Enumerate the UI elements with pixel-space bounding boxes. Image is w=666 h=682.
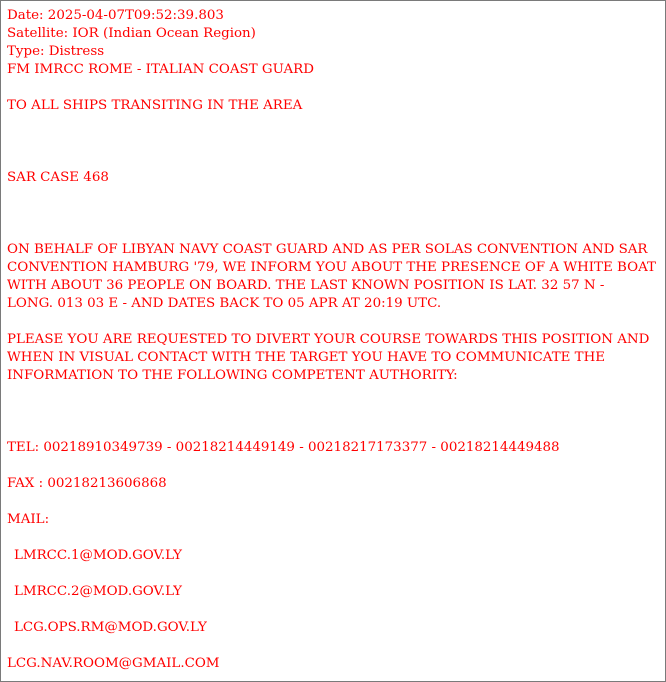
message-type: Type: Distress	[7, 44, 105, 59]
blank-line	[7, 205, 659, 223]
blank-line	[7, 403, 659, 421]
email-address: LMRCC.1@MOD.GOV.LY	[14, 548, 182, 563]
message-date: Date: 2025-04-07T09:52:39.803	[7, 8, 224, 23]
blank-line	[7, 457, 659, 475]
blank-line	[7, 565, 659, 583]
blank-line	[7, 115, 659, 133]
email-address: LCG.NAV.ROOM@GMAIL.COM	[7, 656, 220, 671]
distress-message	[7, 7, 659, 673]
message-satellite: Satellite: IOR (Indian Ocean Region)	[7, 26, 256, 41]
blank-line	[7, 385, 659, 403]
body-paragraph-1-line: CONVENTION HAMBURG '79, WE INFORM YOU ABOUT THE PRESENCE OF A WHITE BOAT	[7, 260, 656, 275]
blank-line	[7, 133, 659, 151]
blank-line	[7, 223, 659, 241]
message-sender: FM IMRCC ROME - ITALIAN COAST GUARD	[7, 62, 314, 77]
blank-line	[7, 421, 659, 439]
blank-line	[7, 529, 659, 547]
email-address: LCG.OPS.RM@MOD.GOV.LY	[14, 620, 207, 635]
body-paragraph-2-line: WHEN IN VISUAL CONTACT WITH THE TARGET YOU HAVE TO COMMUNICATE THE	[7, 350, 606, 365]
sar-case-number: SAR CASE 468	[7, 170, 109, 185]
email-address: LMRCC.2@MOD.GOV.LY	[14, 584, 182, 599]
blank-line	[7, 151, 659, 169]
blank-line	[7, 601, 659, 619]
mail-label: MAIL:	[7, 512, 50, 527]
blank-line	[7, 313, 659, 331]
fax-number: FAX : 00218213606868	[7, 476, 167, 491]
telephone-numbers: TEL: 00218910349739 - 00218214449149 - 00218217173377 - 00218214449488	[7, 440, 560, 455]
message-addressee: TO ALL SHIPS TRANSITING IN THE AREA	[7, 98, 303, 113]
blank-line	[7, 493, 659, 511]
body-paragraph-2-line: INFORMATION TO THE FOLLOWING COMPETENT AUTHORITY:	[7, 368, 458, 383]
body-paragraph-1-line: WITH ABOUT 36 PEOPLE ON BOARD. THE LAST KNOWN POSITION IS LAT. 32 57 N -	[7, 278, 605, 293]
body-paragraph-1-line: LONG. 013 03 E - AND DATES BACK TO 05 APR AT 20:19 UTC.	[7, 296, 442, 311]
blank-line	[7, 187, 659, 205]
blank-line	[7, 637, 659, 655]
body-paragraph-1-line: ON BEHALF OF LIBYAN NAVY COAST GUARD AND AS PER SOLAS CONVENTION AND SAR	[7, 242, 648, 257]
body-paragraph-2-line: PLEASE YOU ARE REQUESTED TO DIVERT YOUR COURSE TOWARDS THIS POSITION AND	[7, 332, 650, 347]
blank-line	[7, 79, 659, 97]
